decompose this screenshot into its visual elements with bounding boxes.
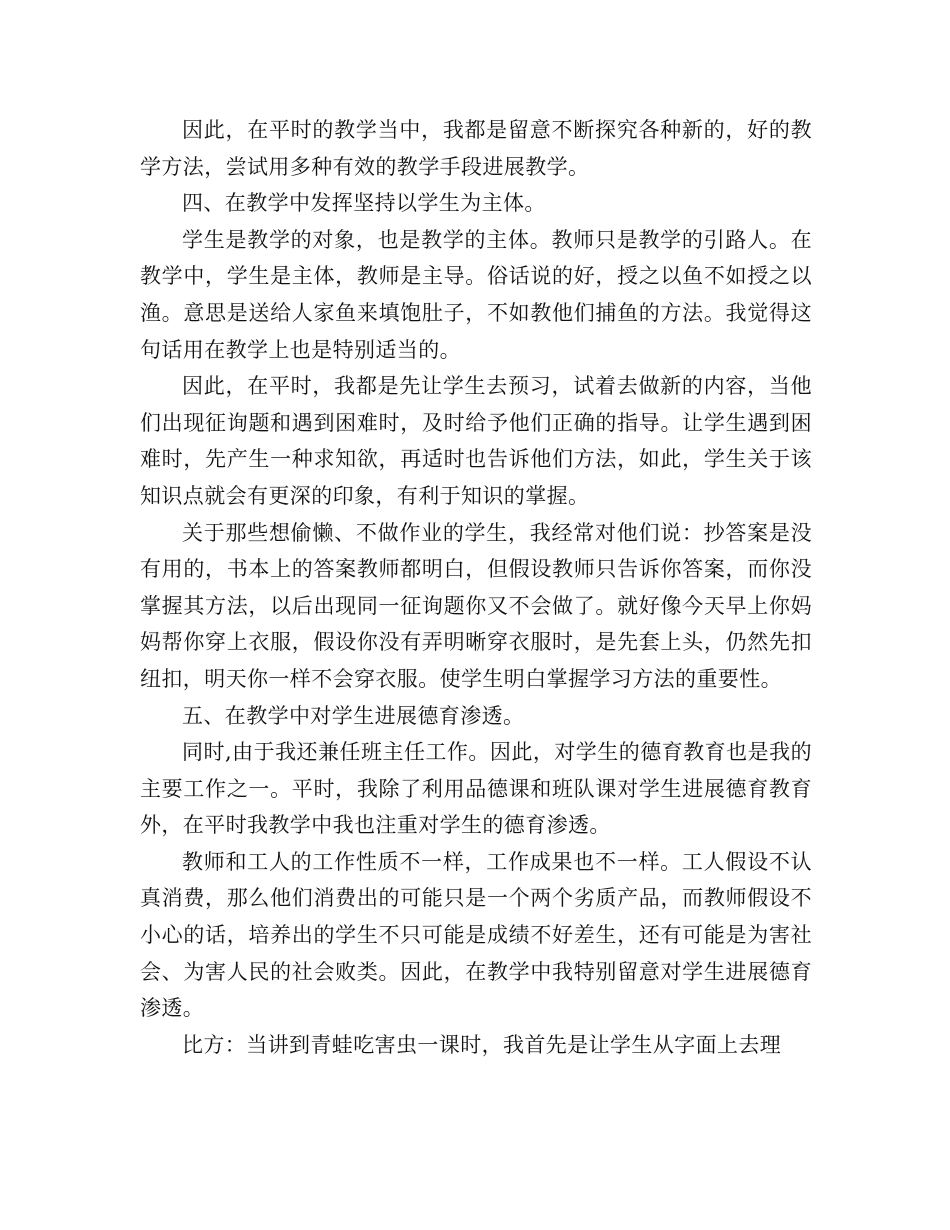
paragraph: 关于那些想偷懒、不做作业的学生，我经常对他们说：抄答案是没有用的，书本上的答案教师都明白，但假设教师只告诉你答案，而你没掌握其方法，以后出现同一征询题你又不会做了。就好像今天早上你妈妈帮你穿上衣服，假设你没有弄明晰穿衣服时，是先套上头，仍然先扣纽扣，明天你一样不会穿衣服。使学生明白掌握学习方法的重要性。 bbox=[140, 520, 812, 691]
paragraph: 同时,由于我还兼任班主任工作。因此，对学生的德育教育也是我的主要工作之一。平时，我除了利用品德课和班队课对学生进展德育教育外，在平时我教学中我也注重对学生的德育渗透。 bbox=[140, 740, 812, 838]
paragraph: 因此，在平时，我都是先让学生去预习，试着去做新的内容，当他们出现征询题和遇到困难时，及时给予他们正确的指导。让学生遇到困难时，先产生一种求知欲，再适时也告诉他们方法，如此，学生关于该知识点就会有更深的印象，有利于知识的掌握。 bbox=[140, 374, 812, 508]
section-heading: 五、在教学中对学生进展德育渗透。 bbox=[182, 703, 525, 728]
paragraph: 因此，在平时的教学当中，我都是留意不断探究各种新的，好的教学方法，尝试用多种有效的教学手段进展教学。 bbox=[140, 118, 812, 179]
paragraph: 比方：当讲到青蛙吃害虫一课时，我首先是让学生从字面上去理 bbox=[182, 1032, 782, 1057]
paragraph: 学生是教学的对象，也是教学的主体。教师只是教学的引路人。在教学中，学生是主体，教师是主导。俗话说的好，授之以鱼不如授之以渔。意思是送给人家鱼来填饱肚子，不如教他们捕鱼的方法。我觉得这句话用在教学上也是特别适当的。 bbox=[140, 227, 812, 362]
paragraph: 教师和工人的工作性质不一样，工作成果也不一样。工人假设不认真消费，那么他们消费出的可能只是一个两个劣质产品，而教师假设不小心的话，培养出的学生不只可能是成绩不好差生，还有可能是为害社会、为害人民的社会败类。因此，在教学中我特别留意对学生进展德育渗透。 bbox=[140, 849, 812, 1021]
section-heading: 四、在教学中发挥坚持以学生为主体。 bbox=[182, 191, 546, 216]
